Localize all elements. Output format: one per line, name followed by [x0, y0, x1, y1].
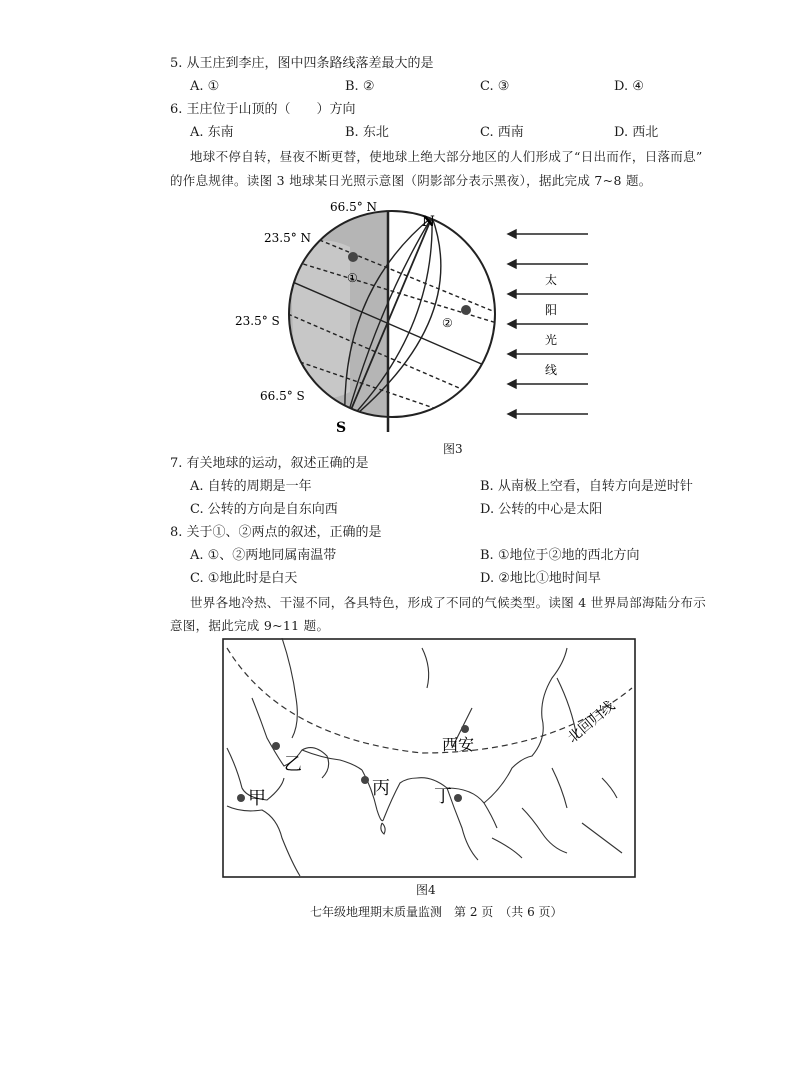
- q7-option-b[interactable]: B. 从南极上空看，自转方向是逆时针: [480, 479, 693, 494]
- q5-option-b[interactable]: B. ②: [345, 79, 375, 94]
- point-2-marker: [461, 305, 471, 315]
- xian-marker: [461, 725, 469, 733]
- ding-marker: [454, 794, 462, 802]
- figure-4-caption: 图4: [416, 883, 436, 897]
- q5-option-c[interactable]: C. ③: [480, 79, 510, 94]
- sunlight-char-2: 阳: [545, 303, 558, 317]
- q8-option-d[interactable]: D. ②地比①地时间早: [480, 571, 601, 586]
- q8-option-a[interactable]: A. ①、②两地同属南温带: [190, 548, 337, 563]
- label-23s: 23.5° S: [235, 314, 280, 328]
- point-2-label: ②: [442, 316, 453, 330]
- q6-option-d[interactable]: D. 西北: [614, 125, 659, 140]
- tropic-label: 北回归线: [564, 698, 619, 747]
- q8-option-c[interactable]: C. ①地此时是白天: [190, 571, 298, 586]
- bing-marker: [361, 776, 369, 784]
- intro2-line2: 意图，据此完成 9~11 题。: [170, 618, 330, 633]
- q7-stem: 7. 有关地球的运动，叙述正确的是: [170, 456, 369, 471]
- intro2-line1: 世界各地冷热、干湿不同，各具特色，形成了不同的气候类型。读图 4 世界局部海陆分布示: [190, 595, 707, 610]
- jia-label: 甲: [248, 788, 266, 809]
- ding-label: 丁: [434, 786, 452, 807]
- sunlight-char-1: 太: [545, 273, 558, 287]
- figure-3-earth-illumination: [220, 192, 620, 457]
- label-23n: 23.5° N: [264, 231, 312, 245]
- sunlight-char-4: 线: [545, 363, 558, 377]
- q8-stem: 8. 关于①、②两点的叙述，正确的是: [170, 525, 382, 540]
- q7-option-d[interactable]: D. 公转的中心是太阳: [480, 502, 603, 517]
- pole-n: N: [422, 214, 435, 230]
- q5-option-a[interactable]: A. ①: [190, 79, 220, 94]
- figure-4-world-map: [222, 638, 636, 880]
- q7-option-a[interactable]: A. 自转的周期是一年: [190, 479, 312, 494]
- q6-stem: 6. 王庄位于山顶的（ ）方向: [170, 102, 356, 117]
- intro1-line2: 的作息规律。读图 3 地球某日光照示意图（阴影部分表示黑夜），据此完成 7~8 题。: [170, 173, 652, 188]
- label-66n: 66.5° N: [330, 200, 378, 214]
- pole-s: S: [336, 420, 347, 436]
- point-1-label: ①: [347, 271, 358, 285]
- yi-marker: [272, 742, 280, 750]
- xian-label: 西安: [442, 735, 475, 754]
- figure-3-caption: 图3: [443, 442, 463, 456]
- q5-option-d[interactable]: D. ④: [614, 79, 644, 94]
- sunlight-arrows: [508, 230, 588, 418]
- page-footer: 七年级地理期末质量监测 第 2 页 （共 6 页）: [310, 905, 563, 919]
- label-66s: 66.5° S: [260, 389, 305, 403]
- sunlight-char-3: 光: [545, 333, 558, 347]
- q6-option-c[interactable]: C. 西南: [480, 125, 524, 140]
- intro1-line1: 地球不停自转，昼夜不断更替，使地球上绝大部分地区的人们形成了“日出而作，日落而息”: [190, 149, 703, 164]
- yi-label: 乙: [284, 754, 302, 775]
- q5-stem: 5. 从王庄到李庄，图中四条路线落差最大的是: [170, 56, 434, 71]
- point-1-marker: [348, 252, 358, 262]
- bing-label: 丙: [372, 778, 390, 799]
- q7-option-c[interactable]: C. 公转的方向是自东向西: [190, 502, 338, 517]
- jia-marker: [237, 794, 245, 802]
- q6-option-a[interactable]: A. 东南: [190, 125, 234, 140]
- q6-option-b[interactable]: B. 东北: [345, 125, 389, 140]
- q8-option-b[interactable]: B. ①地位于②地的西北方向: [480, 548, 640, 563]
